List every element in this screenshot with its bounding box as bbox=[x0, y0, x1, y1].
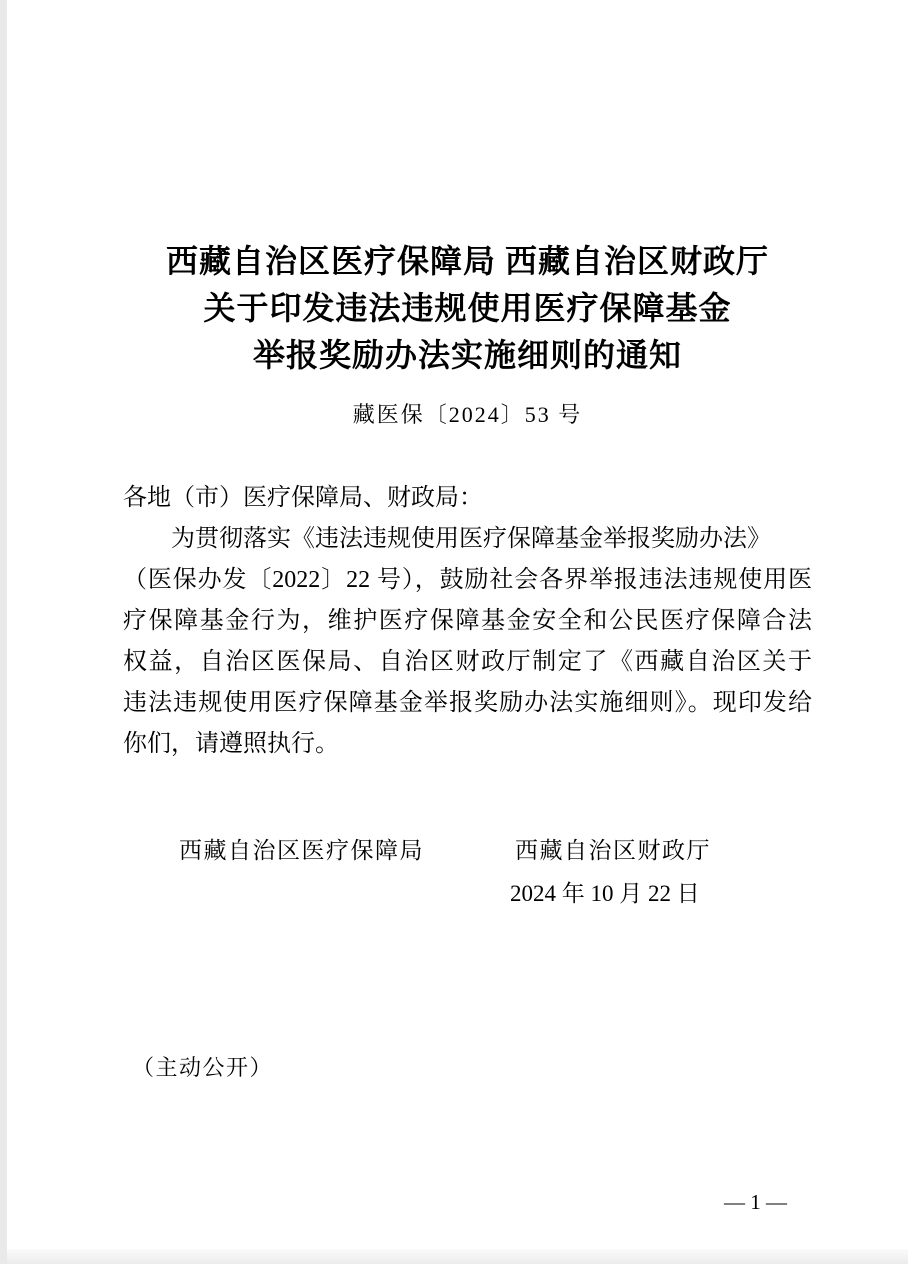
signature-row bbox=[123, 836, 812, 866]
title-line-3: 举报奖励办法实施细则的通知 bbox=[252, 337, 682, 373]
paragraph-line: 为贯彻落实《违法违规使用医疗保障基金举报奖励办法》 bbox=[171, 526, 771, 552]
disclosure-note: （主动公开） bbox=[132, 1055, 274, 1080]
title-line-1: 西藏自治区医疗保障局 西藏自治区财政厅 bbox=[165, 243, 769, 279]
viewer-left-edge bbox=[0, 0, 7, 1264]
doc-number: 藏医保〔2024〕53 号 bbox=[352, 402, 583, 427]
document-title bbox=[123, 238, 812, 379]
paragraph-line: 你们，请遵照执行。 bbox=[123, 731, 339, 757]
paragraph-line: 权益，自治区医保局、自治区财政厅制定了《西藏自治区关于 bbox=[123, 649, 812, 675]
signature-right: 西藏自治区财政厅 bbox=[515, 838, 711, 863]
document-content bbox=[123, 0, 812, 1217]
salutation: 各地（市）医疗保障局、财政局： bbox=[123, 485, 483, 511]
document-body bbox=[123, 478, 812, 765]
page-number: — 1 — bbox=[724, 1190, 787, 1214]
page-bottom-gap bbox=[0, 1249, 908, 1264]
document-page bbox=[7, 0, 908, 1249]
document-date: 2024 年 10 月 22 日 bbox=[510, 881, 700, 906]
title-line-2: 关于印发违法违规使用医疗保障基金 bbox=[203, 290, 732, 326]
signature-left: 西藏自治区医疗保障局 bbox=[179, 838, 424, 863]
paragraph-line: 违法违规使用医疗保障基金举报奖励办法实施细则》。现印发给 bbox=[123, 690, 812, 716]
paragraph-line: 疗保障基金行为，维护医疗保障基金安全和公民医疗保障合法 bbox=[123, 608, 812, 634]
paragraph-line: （医保办发〔2022〕22 号），鼓励社会各界举报违法违规使用医 bbox=[123, 567, 812, 593]
